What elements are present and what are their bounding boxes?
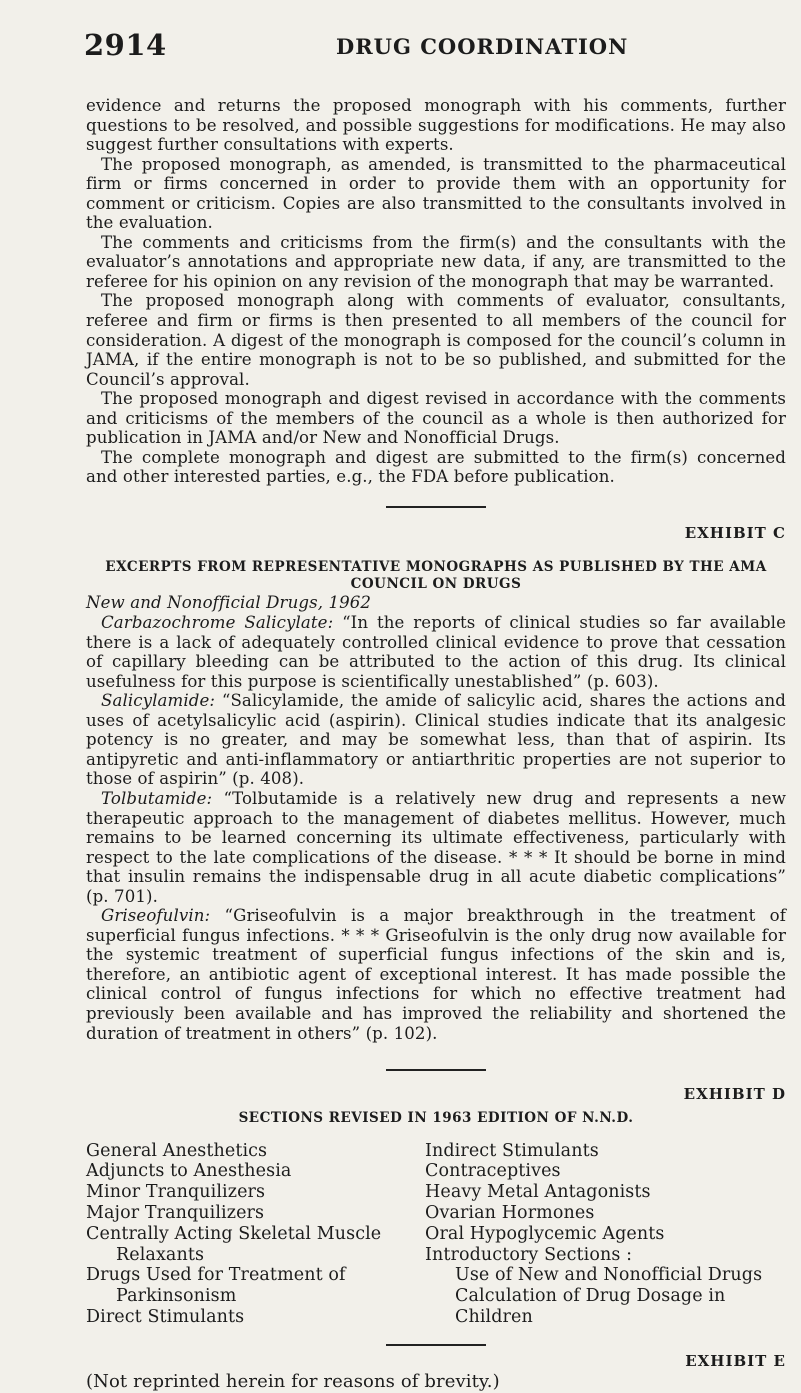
paragraph-5: The proposed monograph and digest revised in accordance with the comments and criticisms of the members of the council as a whole is then authorized for publication in JAMA and/or New and Nonofficial Drugs. xyxy=(86,389,786,448)
exhibit-d-heading: SECTIONS REVISED IN 1963 EDITION OF N.N.D. xyxy=(238,1109,634,1126)
section-item: Centrally Acting Skeletal Muscle xyxy=(86,1223,382,1244)
drug-name: Tolbutamide: xyxy=(101,788,213,808)
section-item: Children xyxy=(455,1306,533,1327)
exhibit-c-subheading: New and Nonofficial Drugs, 1962 xyxy=(86,593,372,613)
section-divider xyxy=(386,1069,486,1071)
section-item: Direct Stimulants xyxy=(86,1306,245,1327)
drug-name: Carbazochrome Salicylate: xyxy=(101,613,334,633)
section-item: Indirect Stimulants xyxy=(425,1140,599,1161)
excerpt-griseofulvin xyxy=(86,906,786,1043)
section-item: Minor Tranquilizers xyxy=(86,1182,266,1203)
section-item: Major Tranquilizers xyxy=(86,1203,265,1223)
paragraph-3: The comments and criticisms from the firm(s) and the consultants with the evaluator’s annotations and appropriate new data, if any, are transmitted to the referee for his opinion on any revision of the monograph that may be warranted. xyxy=(86,232,786,291)
section-item: Oral Hypoglycemic Agents xyxy=(425,1223,665,1244)
exhibit-e-note: (Not reprinted herein for reasons of brevity.) xyxy=(86,1371,500,1393)
section-item: Introductory Sections : xyxy=(425,1244,633,1265)
excerpt-text: “Tolbutamide is a relatively new drug and represents a new therapeutic approach to the management of diabetes mellitus. However, much remains to be learned concerning its ultimate effectiveness, particularly with respect to the late complications of the disease. * * * It should be borne in mind that insulin remains the indispensable drug in all acute diabetic complications” (p. 701). xyxy=(86,788,786,906)
section-item: Use of New and Nonofficial Drugs xyxy=(455,1265,763,1286)
body-text xyxy=(86,96,786,1393)
excerpt-text: “Salicylamide, the amide of salicylic acid, shares the actions and uses of acetylsalicylic acid (aspirin). Clinical studies indicate that its analgesic potency is no greater, and may be somewhat less, than that of aspirin. Its antipyretic and anti-inflammatory or antiarthritic properties are not superior to those of aspirin” (p. 408). xyxy=(86,691,786,789)
section-item: Heavy Metal Antagonists xyxy=(425,1182,651,1203)
paragraph-2: The proposed monograph, as amended, is transmitted to the pharmaceutical firm or firms concerned in order to provide them with an opportunity for comment or criticism. Copies are also transmitted to the consultants involved in the evaluation. xyxy=(86,154,786,233)
running-head: DRUG COORDINATION xyxy=(336,34,629,59)
page-number: 2914 xyxy=(84,28,167,62)
section-divider xyxy=(386,1344,486,1346)
left-column xyxy=(86,1141,425,1328)
section-item: Contraceptives xyxy=(425,1161,561,1182)
right-column xyxy=(425,1141,786,1328)
revised-sections-list xyxy=(86,1141,786,1328)
section-item: Calculation of Drug Dosage in xyxy=(455,1286,726,1307)
exhibit-c-heading: EXCERPTS FROM REPRESENTATIVE MONOGRAPHS AS PUBLISHED BY THE AMA COUNCIL ON DRUGS xyxy=(105,559,767,593)
page-header xyxy=(84,28,761,68)
excerpt-text: “Griseofulvin is a major breakthrough in the treatment of superficial fungus infections. * * * Griseofulvin is the only drug now available for the systemic treatment of superficial fungus infections of the skin and is, therefore, an antibiotic agent of exceptional interest. It has made possible the clinical control of fungus infections for which no effective treatment had previously been available and has improved the reliability and shortened the duration of treatment in others” (p. 102). xyxy=(86,906,786,1043)
excerpt-carbazochrome xyxy=(86,613,786,691)
paragraph-6: The complete monograph and digest are submitted to the firm(s) concerned and other interested parties, e.g., the FDA before publication. xyxy=(86,447,786,487)
section-item: Relaxants xyxy=(116,1244,205,1265)
section-item: Ovarian Hormones xyxy=(425,1203,595,1223)
excerpt-salicylamide xyxy=(86,691,786,789)
paragraph-1: evidence and returns the proposed monograph with his comments, further questions to be resolved, and possible suggestions for modifications. He may also suggest further consultations with experts. xyxy=(86,96,786,155)
drug-name: Salicylamide: xyxy=(101,691,216,711)
section-item: Drugs Used for Treatment of xyxy=(86,1265,346,1286)
section-item: General Anesthetics xyxy=(86,1140,268,1161)
exhibit-d-label: EXHIBIT D xyxy=(683,1085,786,1104)
excerpt-tolbutamide xyxy=(86,789,786,906)
exhibit-c-label: EXHIBIT C xyxy=(684,523,786,542)
paragraph-4: The proposed monograph along with comments of evaluator, consultants, referee and firm or firms is then presented to all members of the council for consideration. A digest of the monograph is composed for the council’s column in JAMA, if the entire monograph is not to be so published, and submitted for the Council’s approval. xyxy=(86,291,786,389)
section-item: Parkinsonism xyxy=(116,1286,237,1307)
excerpt-text: “In the reports of clinical studies so far available there is a lack of adequately controlled clinical evidence to prove that cessation of capillary bleeding can be attributed to the action of this drug. Its clinical usefulness for this purpose is scientifically unestablished” (p. 603). xyxy=(86,613,786,691)
section-item: Adjuncts to Anesthesia xyxy=(86,1161,292,1182)
drug-name: Griseofulvin: xyxy=(101,906,211,926)
section-divider xyxy=(386,506,486,508)
exhibit-e-label: EXHIBIT E xyxy=(685,1351,786,1370)
